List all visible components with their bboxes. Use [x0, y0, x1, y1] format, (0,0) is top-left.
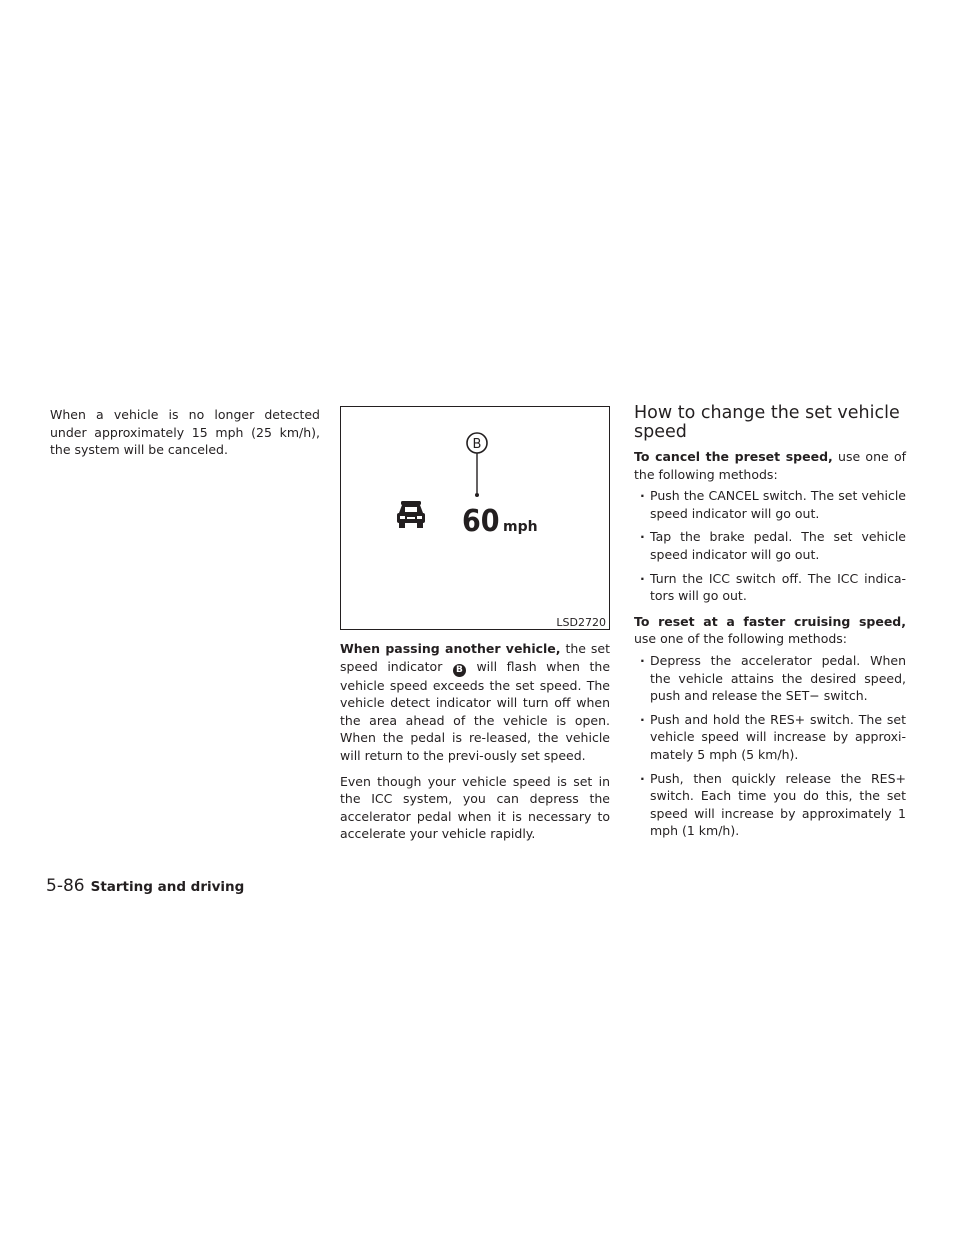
section-heading: How to change the set vehicle speed — [634, 403, 900, 442]
accelerate-paragraph: Even though your vehicle speed is set in the ICC system, you can depress the accelerator pedal when it is necessary to accelerate your vehicle rapidly. — [340, 773, 610, 842]
column-right — [634, 404, 906, 848]
cancel-heading: To cancel the preset speed, — [634, 449, 833, 464]
reset-methods-list — [634, 652, 906, 840]
passing-heading: When passing another vehicle, — [340, 641, 561, 656]
figure-drawing — [341, 407, 609, 629]
figure-label: LSD2720 — [556, 616, 606, 629]
cancel-intro-text: use one of the following methods: — [634, 449, 907, 482]
set-speed-value: 60 — [462, 504, 500, 539]
section-title: Starting and driving — [90, 879, 245, 895]
passing-paragraph — [340, 640, 610, 765]
cancel-intro — [634, 448, 906, 483]
list-item: · Push and hold the RES+ switch. The set vehicle speed will increase by approxi-mately 5 mph (5 km/h). — [634, 711, 906, 764]
column-middle — [340, 406, 610, 851]
speed-unit: mph — [503, 519, 538, 535]
column-left — [50, 406, 320, 467]
intro-paragraph: When a vehicle is no longer detected under approximately 15 mph (25 km/h), the system will be canceled. — [50, 407, 320, 458]
list-item: · Depress the accelerator pedal. When the vehicle attains the desired speed, push and release the SET− switch. — [634, 652, 906, 705]
list-item: · Tap the brake pedal. The set vehicle speed indicator will go out. — [634, 528, 906, 563]
callout-dot — [475, 493, 479, 497]
speed-indicator-figure — [340, 406, 610, 630]
reset-intro — [634, 613, 906, 648]
vehicle-ahead-icon — [397, 501, 425, 528]
list-item: · Turn the ICC switch off. The ICC indica-tors will go out. — [634, 570, 906, 605]
passing-text-a: the set speed indicator — [340, 641, 610, 674]
callout-letter: B — [472, 437, 482, 452]
reset-intro-text: use one of the following methods: — [634, 631, 848, 647]
passing-text-b: will flash when the vehicle speed exceeds the set speed. The vehicle detect indicator will turn off when the area ahead of the vehicle is open. When the pedal is re-leased, the vehicle will return to the previ-ously set speed. — [340, 658, 611, 763]
reset-heading: To reset at a faster cruising speed, — [634, 613, 906, 629]
callout-b-marker: B — [453, 664, 466, 677]
list-item: · Push, then quickly release the RES+ switch. Each time you do this, the set speed will increase by approximately 1 mph (1 km/h). — [634, 770, 906, 840]
cancel-methods-list — [634, 487, 906, 605]
page-footer — [46, 876, 244, 896]
list-item: · Push the CANCEL switch. The set vehicle speed indicator will go out. — [634, 487, 906, 522]
page-number: 5-86 — [46, 876, 85, 896]
